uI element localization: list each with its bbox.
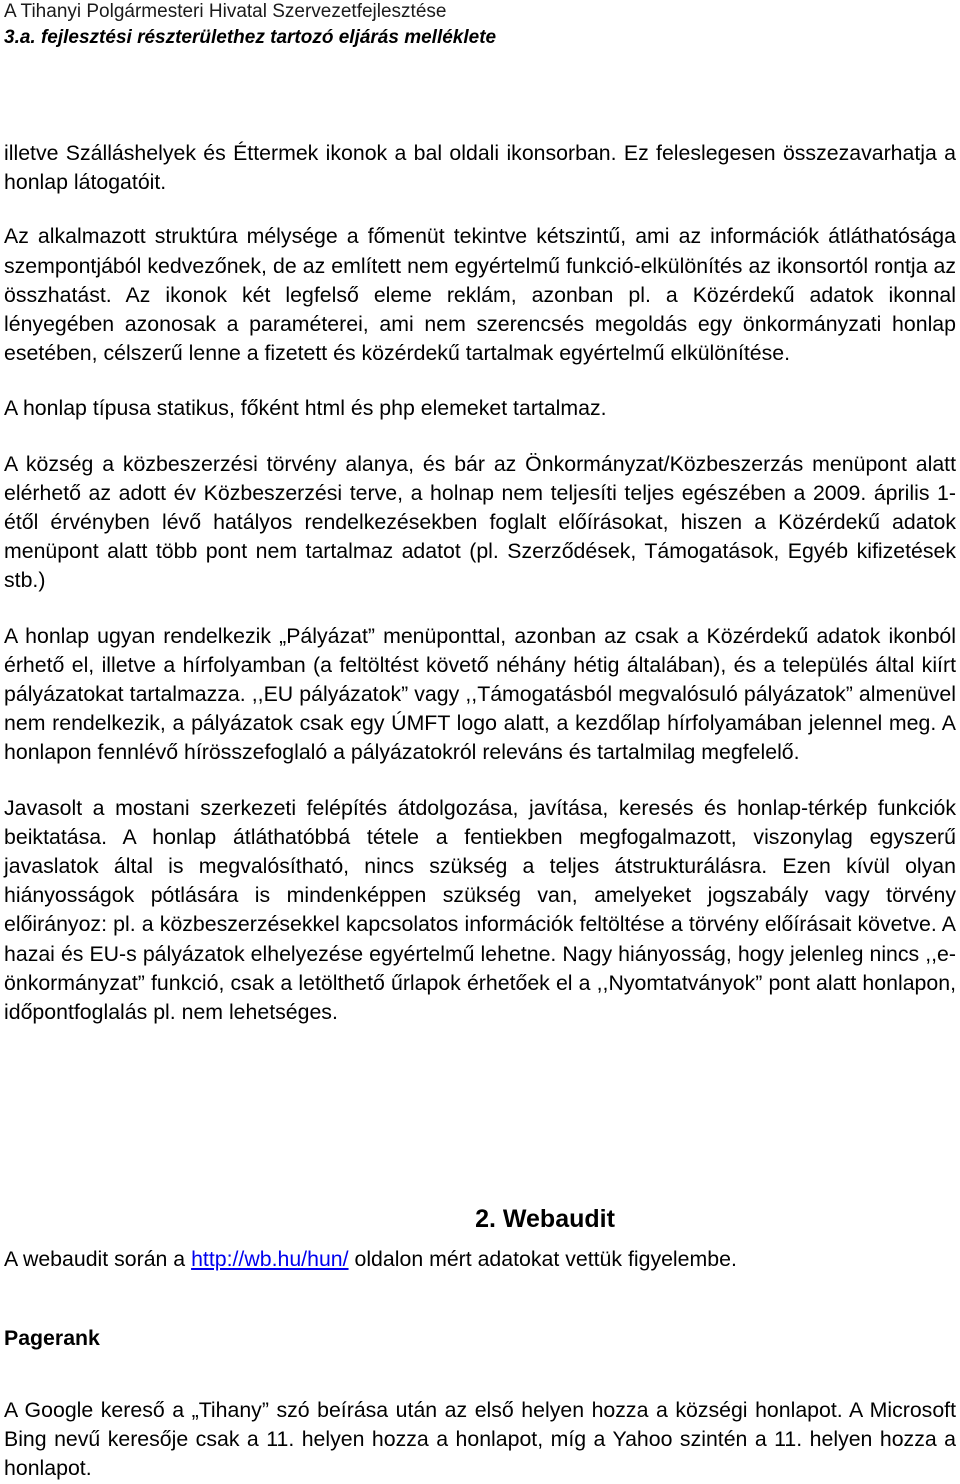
webaudit-link[interactable]: http://wb.hu/hun/	[191, 1247, 349, 1271]
paragraph-recommendations: Javasolt a mostani szerkezeti felépítés átdolgozása, javítása, keresés és honlap-térkép funkciók beiktatása. A honlap átláthatóbbá tétele a fentiekben megfogalmazott, viszonylag egyszerű javaslatok által is megvalósítható, nincs szükség a teljes átstrukturálásra. Ezen kívül olyan hiányosságok pótlására is mindenképpen szükség van, amelyeket jogszabály vagy törvény előirányoz: pl. a közbeszerzésekkel kapcsolatos információk feltöltése a törvény előírásait követve. A hazai és EU-s pályázatok elhelyezése egyértelmű lehetne. Nagy hiányosság, hogy jelenleg nincs ,,e-önkormányzat” funkció, csak a letölthető űrlapok érhetőek el a ,,Nyomtatványok” pont alatt honlapon, időpontfoglalás pl. nem lehetséges.	[4, 795, 956, 1025]
webaudit-intro-text: A webaudit során a	[4, 1247, 192, 1271]
paragraph-site-type: A honlap típusa statikus, főként html és php elemeket tartalmaz.	[4, 396, 607, 421]
document-header-title: A Tihanyi Polgármesteri Hivatal Szervezetfejlesztése	[4, 1, 447, 22]
section-heading-webaudit: 2. Webaudit	[475, 1205, 615, 1233]
body-text-top	[4, 139, 956, 1027]
paragraph-icons: illetve Szálláshelyek és Éttermek ikonok a bal oldali ikonsorban. Ez feleslegesen összezavarhatja a honlap látogatóit.	[4, 141, 956, 195]
paragraph-procurement: A község a közbeszerzési törvény alanya, és bár az Önkormányzat/Közbeszerzás menüpont alatt elérhető az adott év Közbeszerzési terve, a holnap nem teljesíti teljes egészében a 2009. április 1-étől érvényben lévő hatályos rendelkezésekben foglalt előírásokat, hiszen a Közérdekű adatok menüpont alatt több pont nem tartalmaz adatot (pl. Szerződések, Támogatások, Egyéb kifizetések stb.)	[4, 451, 956, 593]
subheading-pagerank: Pagerank	[4, 1326, 100, 1350]
webaudit-intro-text-end: oldalon mért adatokat vettük figyelembe.	[348, 1247, 737, 1271]
pagerank-text-block	[4, 1396, 956, 1484]
webaudit-intro	[4, 1245, 956, 1274]
paragraph-structure: Az alkalmazott struktúra mélysége a főmenüt tekintve kétszintű, ami az információk átláthatósága szempontjából kedvezőnek, de az említett nem egyértelmű funkció-elkülönítés az ikonsortól rontja az összhatást. Az ikonok két legfelső eleme reklám, azonban pl. a Közérdekű adatok ikonnal lényegében azonosak a paraméterei, ami nem szerencsés megoldás egy önkormányzati honlap esetében, célszerű lenne a fizetett és közérdekű tartalmak egyértelmű elkülönítése.	[4, 224, 956, 366]
paragraph-tenders: A honlap ugyan rendelkezik „Pályázat” menüponttal, azonban az csak a Közérdekű adatok ikonból érhető el, illetve a hírfolyamban (a feltöltést követő néhány hétig általában), és a település által kiírt pályázatokat tartalmazza. ,,EU pályázatok” vagy ,,Támogatásból megvalósuló pályázatok” almenüvel nem rendelkezik, a pályázatok csak egy ÚMFT logo alatt, a kezdőlap hírfolyamában jelennel meg. A honlapon fennlévő hírösszefoglaló a pályázatokról releváns és tartalmilag megfelelő.	[4, 623, 956, 765]
paragraph-pagerank: A Google kereső a „Tihany” szó beírása után az első helyen hozza a községi honlapot. A Microsoft Bing nevű keresője csak a 11. helyen hozza a honlapot, míg a Yahoo szintén a 11. helyen hozza a honlapot.	[4, 1398, 956, 1481]
document-header-subtitle: 3.a. fejlesztési részterülethez tartozó eljárás melléklete	[4, 27, 497, 48]
